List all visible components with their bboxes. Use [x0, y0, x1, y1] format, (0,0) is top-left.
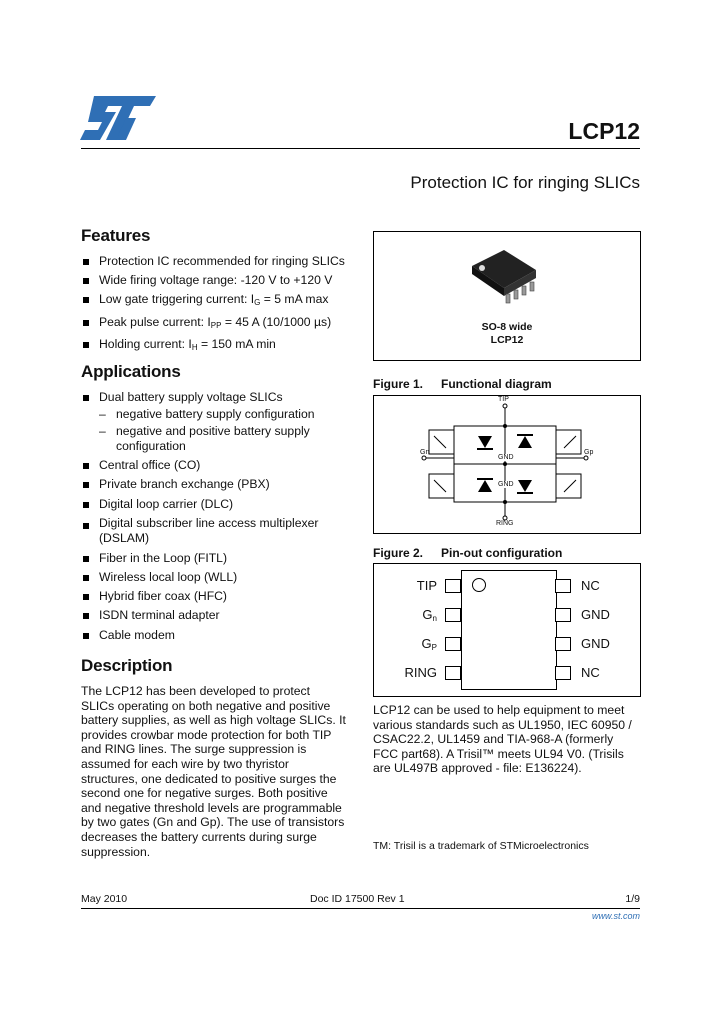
part-number: LCP12: [568, 118, 640, 144]
pin-5: [555, 666, 571, 680]
footer-doc-id: Doc ID 17500 Rev 1: [310, 893, 405, 905]
pin-3: [445, 637, 461, 651]
pin-label-gp: $G_P$: [421, 636, 437, 652]
pinout-diagram: [373, 563, 641, 697]
ring-label: RING: [496, 520, 514, 527]
package-caption-1: SO-8 wide: [481, 321, 533, 333]
list-item: Peak pulse current: $I_{PP} = 45$ A (10/1000 µs): [82, 313, 352, 335]
list-item: Wide firing voltage range: -120 V to +120 V: [82, 271, 352, 290]
package-caption-2: LCP12: [490, 334, 524, 346]
trademark-note: TM: Trisil is a trademark of STMicroelectronics: [373, 840, 589, 852]
pin-8: [555, 579, 571, 593]
description-text: The LCP12 has been developed to protect SLICs operating on both negative and positive battery supplies, as well as high voltage SLICs. It provides crowbar mode protection for both TIP and RING lines. The surge suppression is assumed for each wire by two thyristor structures, one dedicated to positive surges the second one for negative surges. Both positive and negative threshold levels are programmable by two gates (Gn and Gp). The use of transistors decreases the battery currents during surge suppression.: [81, 684, 346, 859]
header-rule: [81, 148, 640, 149]
list-subitem: – negative and positive battery supply configuration: [82, 424, 316, 454]
gnd-label-2: GND: [498, 481, 514, 488]
list-item: Dual battery supply voltage SLICs: [82, 388, 332, 407]
pin-label-tip: TIP: [416, 578, 437, 593]
pin-2: [445, 608, 461, 622]
footer-date: May 2010: [81, 893, 128, 905]
pin-6: [555, 637, 571, 651]
list-item: Protection IC recommended for ringing SLICs: [82, 252, 352, 271]
list-item: Holding current: $I_H = 150$ mA min: [82, 335, 352, 357]
functional-diagram-svg: [374, 396, 640, 533]
applications-list: [82, 388, 332, 645]
pin-1: [445, 579, 461, 593]
package-box: [373, 231, 641, 361]
tip-label: TIP: [498, 396, 509, 403]
description-heading: Description: [81, 656, 173, 675]
features-list: [82, 252, 352, 357]
footer-page: 1/9: [625, 893, 640, 905]
pin-label-gnd-2: GND: [581, 636, 610, 651]
pin1-marker-icon: [472, 578, 486, 592]
features-heading: Features: [81, 226, 151, 245]
pin-label-gn: $G_n$: [422, 607, 437, 623]
list-item: Digital subscriber line access multiplexer (DSLAM): [82, 516, 329, 546]
list-item: Low gate triggering current: $I_G = 5$ mA max: [82, 290, 352, 312]
gn-label: Gn: [420, 449, 430, 456]
footer-url[interactable]: www.st.com: [591, 911, 640, 921]
applications-heading: Applications: [81, 362, 181, 381]
gp-label: Gp: [584, 449, 594, 456]
pin-label-nc-2: NC: [581, 665, 600, 680]
standards-text: LCP12 can be used to help equipment to meet various standards such as UL1950, IEC 60950 / CSAC22.2, UL1459 and TIA-968-A (formerly FCC part68). A Trisil™ meets UL94 V0. (Trisils are UL497B approved - file: E136224).: [373, 703, 632, 776]
list-subitem: – negative battery supply configuration: [82, 407, 332, 422]
footer-rule: [81, 908, 640, 909]
so8-package-icon: [464, 244, 546, 306]
figure2-caption: Figure 2. Pin-out configuration: [373, 546, 563, 560]
list-item: Central office (CO): [82, 456, 332, 475]
page-subtitle: Protection IC for ringing SLICs: [410, 173, 640, 192]
list-item: Wireless local loop (WLL): [82, 568, 332, 587]
list-item: Fiber in the Loop (FITL): [82, 549, 332, 568]
pin-7: [555, 608, 571, 622]
list-item: Cable modem: [82, 626, 332, 645]
pin-label-ring: RING: [404, 665, 437, 680]
list-item: Private branch exchange (PBX): [82, 475, 332, 494]
figure1-caption: Figure 1. Functional diagram: [373, 377, 552, 391]
gnd-label-1: GND: [498, 454, 514, 461]
pin-label-gnd-1: GND: [581, 607, 610, 622]
list-item: Hybrid fiber coax (HFC): [82, 587, 332, 606]
pin-label-nc-1: NC: [581, 578, 600, 593]
pin-4: [445, 666, 461, 680]
st-logo: [80, 96, 156, 140]
functional-diagram: [373, 395, 641, 534]
list-item: ISDN terminal adapter: [82, 606, 332, 625]
list-item: Digital loop carrier (DLC): [82, 495, 332, 514]
